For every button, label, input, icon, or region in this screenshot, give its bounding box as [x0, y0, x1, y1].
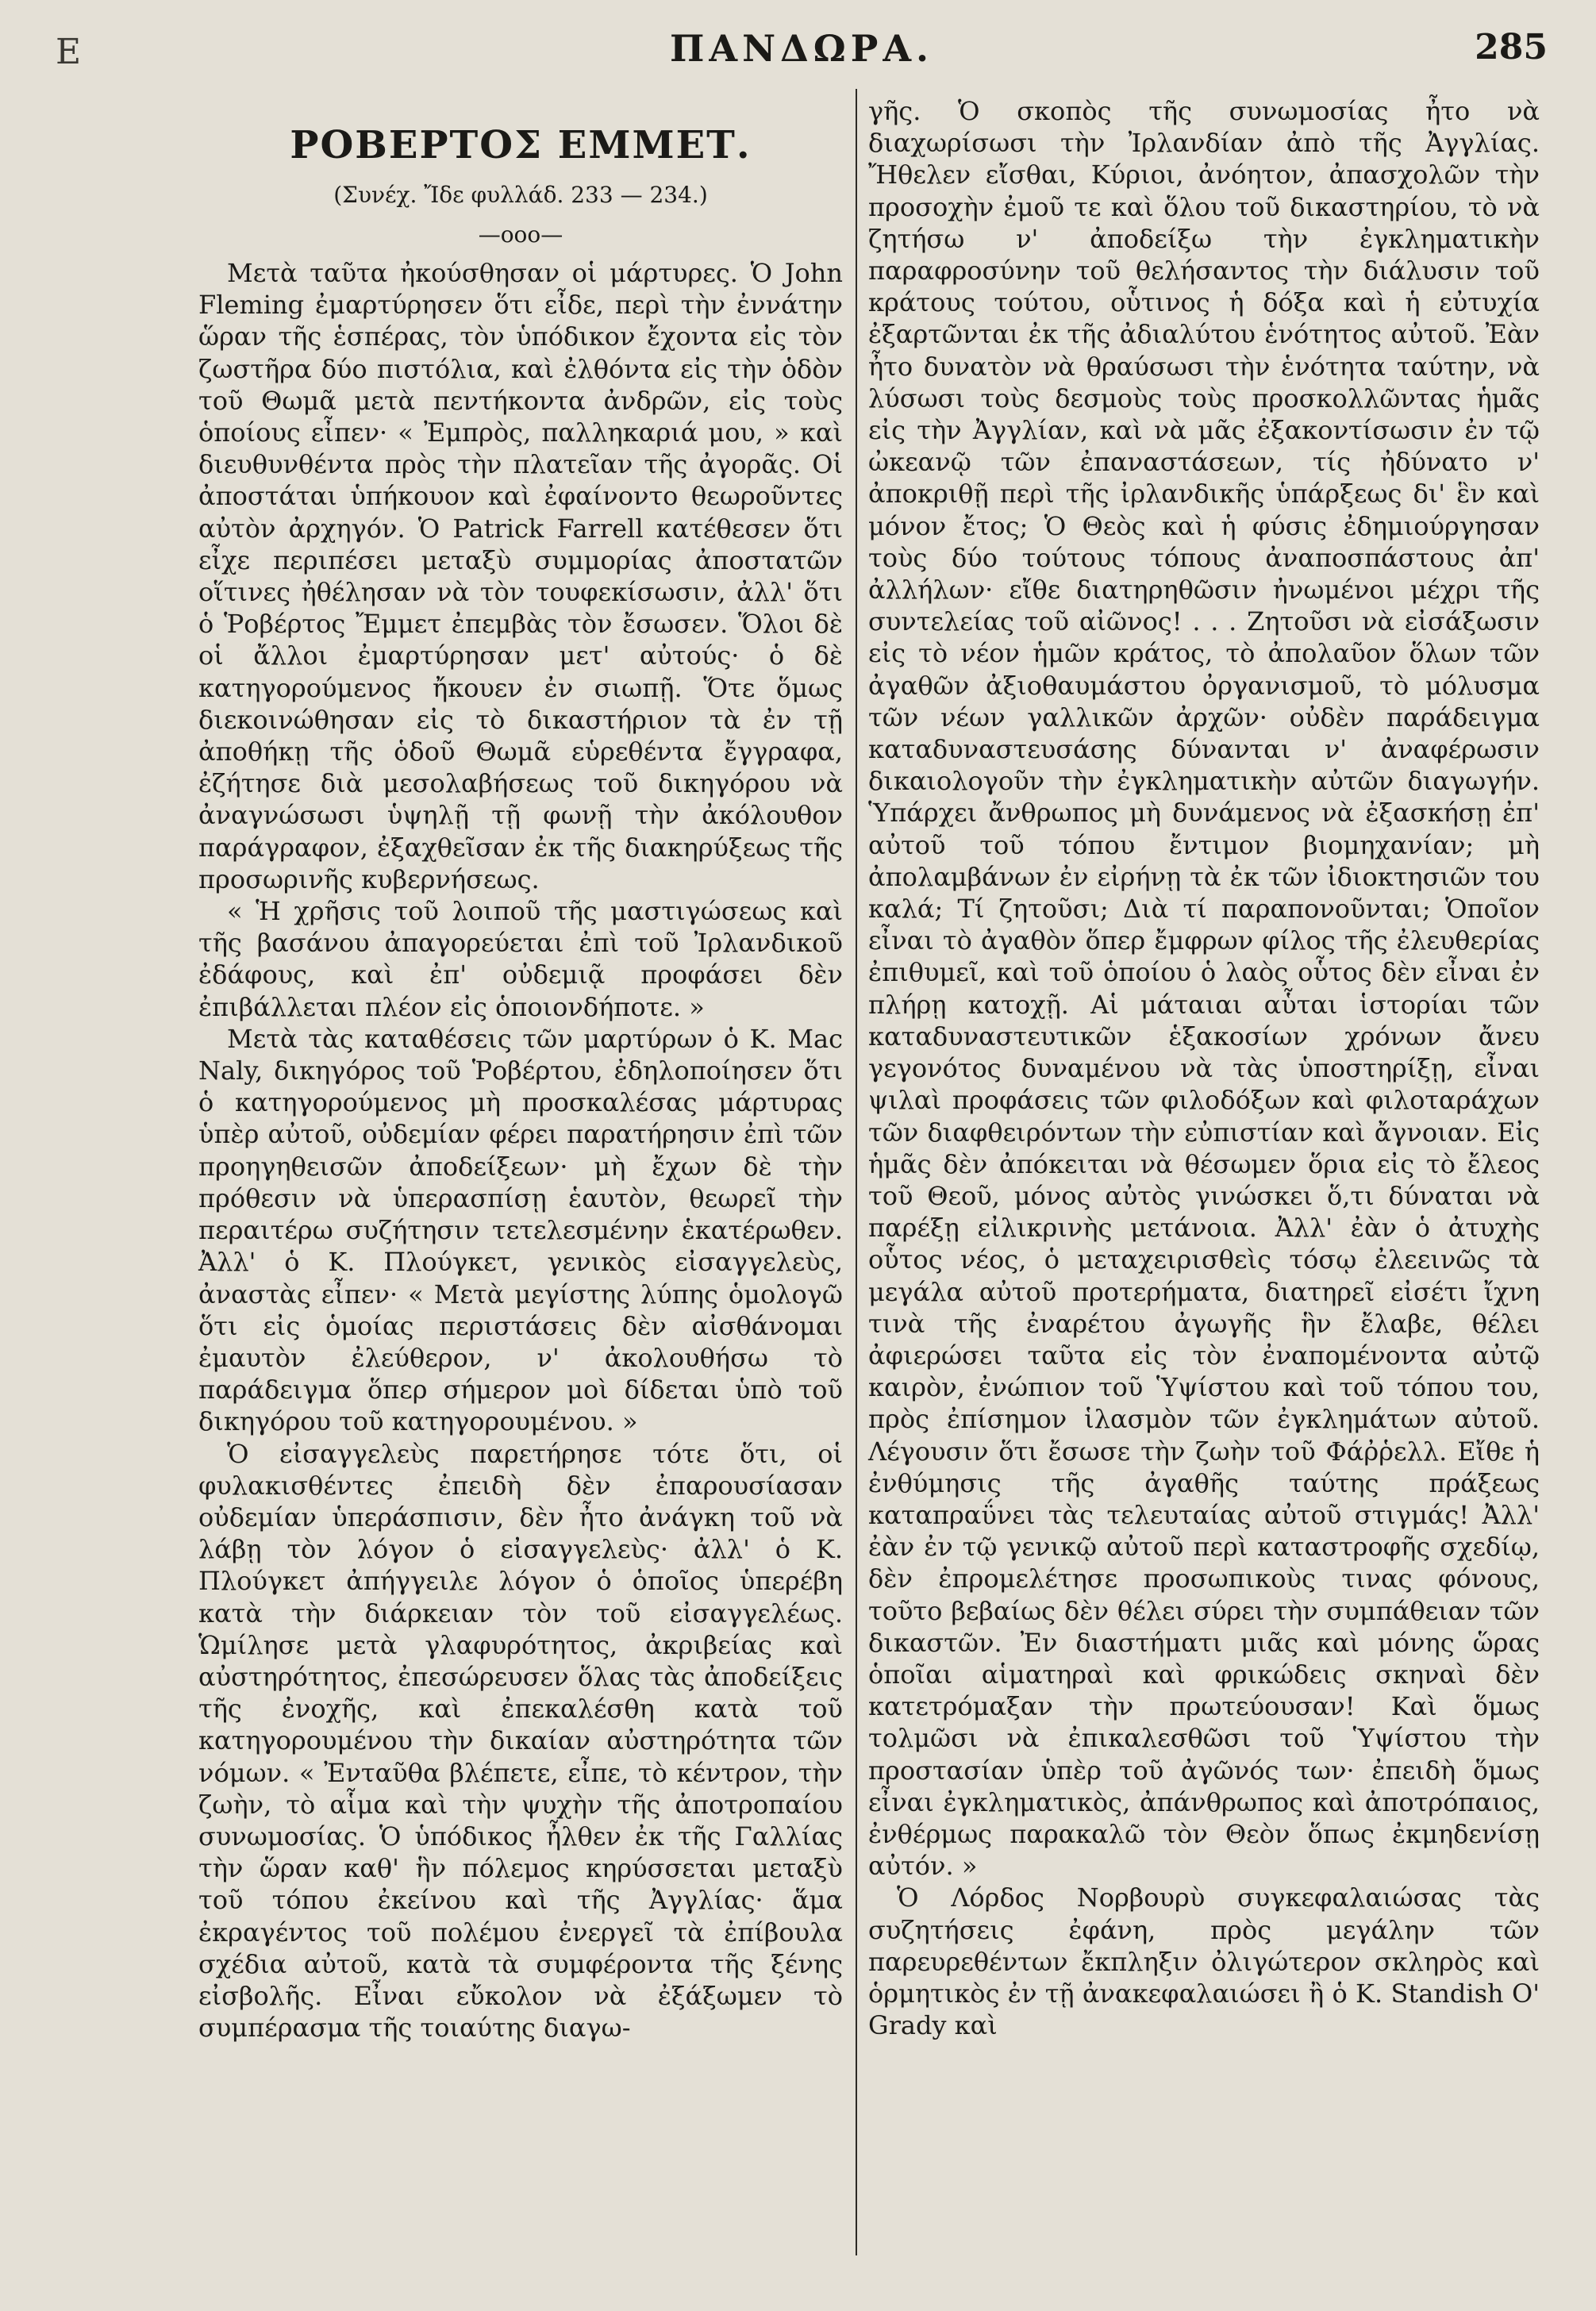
running-title: ΠΑΝΔΩΡΑ.: [669, 27, 934, 70]
article-title: ΡΟΒΕΡΤΟΣ ΕΜΜΕΤ.: [290, 123, 752, 167]
paragraph: Μετὰ τὰς καταθέσεις τῶν μαρτύρων ὁ Κ. Mac Naly, δικηγόρος τοῦ Ῥοβέρτου, ἐδηλοποίησεν ὅτι ὁ κατηγορούμενος μὴ προσκαλέσας μάρτυρας ὑπὲρ αὐτοῦ, οὐδεμίαν φέρει παρατήρησιν ἐπὶ τῶν προηγηθεισῶν ἀποδείξεων· μὴ ἔχων δὲ τὴν πρόθεσιν νὰ ὑπερασπίσῃ ἑαυτὸν, θεωρεῖ τὴν περαιτέρω συζήτησιν τετελεσμένην ἑκατέρωθεν. Ἀλλ' ὁ Κ. Πλούγκετ, γενικὸς εἰσαγγελεὺς, ἀναστὰς εἶπεν· « Μετὰ μεγίστης λύπης ὁμολογῶ ὅτι εἰς ὁμοίας περιστάσεις δὲν αἰσθάνομαι ἐμαυτὸν ἐλεύθερον, ν' ἀκολουθήσω τὸ παράδειγμα ὅπερ σήμερον μοὶ δίδεται ὑπὸ τοῦ δικηγόρου τοῦ κατηγορουμένου. »: [198, 1023, 843, 1437]
corner-mark: Ε: [56, 32, 82, 72]
paragraph: « Ἡ χρῆσις τοῦ λοιποῦ τῆς μαστιγώσεως καὶ τῆς βασάνου ἀπαγορεύεται ἐπὶ τοῦ Ἰρλανδικοῦ ἐδάφους, καὶ ἐπ' οὐδεμιᾷ προφάσει δὲν ἐπιβάλλεται πλέον εἰς ὁποιονδήποτε. »: [198, 896, 843, 1022]
source-note: (Συνέχ. Ἴδε φυλλάδ. 233 — 234.): [333, 182, 708, 208]
page-number: 285: [1475, 27, 1548, 67]
paragraph: Ὁ Λόρδος Νορβουρὺ συγκεφαλαιώσας τὰς συζητήσεις ἐφάνη, πρὸς μεγάλην τῶν παρευρεθέντων ἔκπληξιν ὀλιγώτερον σκληρὸς καὶ ὁρμητικὸς ἐν τῇ ἀνακεφαλαιώσει ἢ ὁ Κ. Standish O' Grady καὶ: [868, 1882, 1540, 2041]
left-column: [198, 95, 843, 2263]
right-column: [868, 95, 1540, 2263]
paragraph: γῆς. Ὁ σκοπὸς τῆς συνωμοσίας ἦτο νὰ διαχωρίσωσι τὴν Ἰρλανδίαν ἀπὸ τῆς Ἀγγλίας. Ἤθελεν εἴσθαι, Κύριοι, ἀνόητον, ἀπασχολῶν τὴν προσοχὴν ἐμοῦ τε καὶ ὅλου τοῦ δικαστηρίου, τὸ νὰ ζητήσω ν' ἀποδείξω τὴν ἐγκληματικὴν παραφροσύνην τοῦ θελήσαντος τὴν διάλυσιν τοῦ κράτους τούτου, οὗτινος ἡ δόξα καὶ ἡ εὐτυχία ἐξαρτῶνται ἐκ τῆς ἀδιαλύτου ἑνότητος αὐτοῦ. Ἐὰν ἦτο δυνατὸν νὰ θραύσωσι τὴν ἑνότητα ταύτην, νὰ λύσωσι τοὺς δεσμοὺς τοὺς προσκολλῶντας ἡμᾶς εἰς τὴν Ἀγγλίαν, καὶ νὰ μᾶς ἐξακοντίσωσιν ἐν τῷ ὠκεανῷ τῶν ἐπαναστάσεων, τίς ἠδύνατο ν' ἀποκριθῇ περὶ τῆς ἰρλανδικῆς ὑπάρξεως δι' ἓν καὶ μόνον ἔτος; Ὁ Θεὸς καὶ ἡ φύσις ἐδημιούργησαν τοὺς δύο τούτους τόπους ἀναποσπάστους ἀπ' ἀλλήλων· εἴθε διατηρηθῶσιν ἠνωμένοι μέχρι τῆς συντελείας τοῦ αἰῶνος! . . . Ζητοῦσι νὰ εἰσάξωσιν εἰς τὸ νέον ἡμῶν κράτος, τὸ ἀπολαῦον ὅλων τῶν ἀγαθῶν ἀξιοθαυμάστου ὀργανισμοῦ, τὸ μόλυσμα τῶν νέων γαλλικῶν ἀρχῶν· οὐδὲν παράδειγμα καταδυναστευσάσης δύνανται ν' ἀναφέρωσιν δικαιολογοῦν τὴν ἐγκληματικὴν αὐτῶν διαγωγήν. Ὑπάρχει ἄνθρωπος μὴ δυνάμενος νὰ ἐξασκήσῃ ἐπ' αὐτοῦ τοῦ τόπου ἔντιμον βιομηχανίαν; μὴ ἀπολαμβάνων ἐν εἰρήνῃ τὰ ἐκ τῶν ἰδιοκτησιῶν του καλά; Τί ζητοῦσι; Διὰ τί παραπονοῦνται; Ὁποῖον εἶναι τὸ ἀγαθὸν ὅπερ ἔμφρων φίλος τῆς ἐλευθερίας ἐπιθυμεῖ, καὶ τοῦ ὁποίου ὁ λαὸς οὗτος δὲν εἶναι ἐν πλήρῃ κατοχῇ. Αἱ μάταιαι αὗται ἱστορίαι τῶν καταδυναστευτικῶν ἑξακοσίων χρόνων ἄνευ γεγονότος δυναμένου νὰ τὰς ὑποστηρίξῃ, εἶναι ψιλαὶ προφάσεις τῶν φιλοδόξων καὶ φιλοταράχων τῶν διαφθειρόντων τὴν εὐπιστίαν καὶ ἄγνοιαν. Εἰς ἡμᾶς δὲν ἀπόκειται νὰ θέσωμεν ὅρια εἰς τὸ ἔλεος τοῦ Θεοῦ, μόνος αὐτὸς γινώσκει ὅ,τι δύναται νὰ παρέξῃ εἰλικρινὴς μετάνοια. Ἀλλ' ἐὰν ὁ ἀτυχὴς οὗτος νέος, ὁ μεταχειρισθεὶς τόσῳ ἐλεεινῶς τὰ μεγάλα αὐτοῦ προτερήματα, διατηρεῖ εἰσέτι ἴχνη τινὰ τῆς ἐναρέτου ἀγωγῆς ἣν ἔλαβε, θέλει ἀφιερώσει ταῦτα εἰς τὸν ἐναπομένοντα αὐτῷ καιρὸν, ἐνώπιον τοῦ Ὑψίστου καὶ τοῦ τόπου του, πρὸς ἐπίσημον ἱλασμὸν τῶν ἐγκλημάτων αὐτοῦ. Λέγουσιν ὅτι ἔσωσε τὴν ζωὴν τοῦ Φάῤῥελλ. Εἴθε ἡ ἐνθύμησις τῆς ἀγαθῆς ταύτης πράξεως καταπραΰνει τὰς τελευταίας αὐτοῦ στιγμάς! Ἀλλ' ἐὰν ἐν τῷ γενικῷ αὐτοῦ περὶ καταστροφῆς σχεδίῳ, δὲν ἐπρομελέτησε προσωπικοὺς τινας φόνους, τοῦτο βεβαίως δὲν θέλει σύρει τὴν συμπάθειαν τῶν δικαστῶν. Ἐν διαστήματι μιᾶς καὶ μόνης ὥρας ὁποῖαι αἱματηραὶ καὶ φρικώδεις σκηναὶ δὲν κατετρόμαξαν τὴν πρωτεύουσαν! Καὶ ὅμως τολμῶσι νὰ ἐπικαλεσθῶσι τοῦ Ὑψίστου τὴν προστασίαν ὑπὲρ τοῦ ἀγῶνός των· ἐπειδὴ ὅμως εἶναι ἐγκληματικὸς, ἀπάνθρωπος καὶ ἀποτρόπαιος, ἐνθέρμως παρακαλῶ τὸν Θεὸν ὅπως ἐκμηδενίσῃ αὐτόν. »: [868, 96, 1540, 1882]
column-divider: [856, 89, 857, 2255]
separator: —ooo—: [478, 221, 563, 248]
page-header: [56, 27, 1548, 75]
paragraph: Ὁ εἰσαγγελεὺς παρετήρησε τότε ὅτι, οἱ φυλακισθέντες ἐπειδὴ δὲν ἐπαρουσίασαν οὐδεμίαν ὑπεράσπισιν, δὲν ἦτο ἀνάγκη τοῦ νὰ λάβῃ τὸν λόγον ὁ εἰσαγγελεὺς· ἀλλ' ὁ Κ. Πλούγκετ ἀπήγγειλε λόγον ὁ ὁποῖος ὑπερέβη κατὰ τὴν διάρκειαν τὸν τοῦ εἰσαγγελέως. Ὡμίλησε μετὰ γλαφυρότητος, ἀκριβείας καὶ αὐστηρότητος, ἐπεσώρευσεν ὅλας τὰς ἀποδείξεις τῆς ἐνοχῆς, καὶ ἐπεκαλέσθη κατὰ τοῦ κατηγορουμένου τὴν δικαίαν αὐστηρότητα τῶν νόμων. « Ἐνταῦθα βλέπετε, εἶπε, τὸ κέντρον, τὴν ζωὴν, τὸ αἷμα καὶ τὴν ψυχὴν τῆς ἀποτροπαίου συνωμοσίας. Ὁ ὑπόδικος ἦλθεν ἐκ τῆς Γαλλίας τὴν ὥραν καθ' ἣν πόλεμος κηρύσσεται μεταξὺ τοῦ τόπου ἐκείνου καὶ τῆς Ἀγγλίας· ἅμα ἐκραγέντος τοῦ πολέμου ἐνεργεῖ τὰ ἐπίβουλα σχέδια αὐτοῦ, κατὰ τὰ συμφέροντα τῆς ξένης εἰσβολῆς. Εἶναι εὔκολον νὰ ἐξάξωμεν τὸ συμπέρασμα τῆς τοιαύτης διαγω-: [198, 1438, 843, 2044]
paragraph: Μετὰ ταῦτα ἠκούσθησαν οἱ μάρτυρες. Ὁ John Fleming ἐμαρτύρησεν ὅτι εἶδε, περὶ τὴν ἐννάτην ὥραν τῆς ἑσπέρας, τὸν ὑπόδικον ἔχοντα εἰς τὸν ζωστῆρα δύο πιστόλια, καὶ ἐλθόντα εἰς τὴν ὁδὸν τοῦ Θωμᾶ μετὰ πεντήκοντα ἀνδρῶν, εἰς τοὺς ὁποίους εἶπεν· « Ἐμπρὸς, παλληκαριά μου, » καὶ διευθυνθέντα πρὸς τὴν πλατεῖαν τῆς ἀγορᾶς. Οἱ ἀποστάται ὑπήκουον καὶ ἐφαίνοντο θεωροῦντες αὐτὸν ἀρχηγόν. Ὁ Patrick Farrell κατέθεσεν ὅτι εἶχε περιπέσει μεταξὺ συμμορίας ἀποστατῶν οἵτινες ἠθέλησαν νὰ τὸν τουφεκίσωσιν, ἀλλ' ὅτι ὁ Ῥοβέρτος Ἔμμετ ἐπεμβὰς τὸν ἔσωσεν. Ὅλοι δὲ οἱ ἄλλοι ἐμαρτύρησαν μετ' αὐτούς· ὁ δὲ κατηγορούμενος ἤκουεν ἐν σιωπῇ. Ὅτε ὅμως διεκοινώθησαν εἰς τὸ δικαστήριον τὰ ἐν τῇ ἀποθήκῃ τῆς ὁδοῦ Θωμᾶ εὑρεθέντα ἔγγραφα, ἐζήτησε διὰ μεσολαβήσεως τοῦ δικηγόρου νὰ ἀναγνώσωσι ὑψηλῇ τῇ φωνῇ τὴν ἀκόλουθον παράγραφον, ἐξαχθεῖσαν ἐκ τῆς διακηρύξεως τῆς προσωρινῆς κυβερνήσεως.: [198, 258, 843, 894]
